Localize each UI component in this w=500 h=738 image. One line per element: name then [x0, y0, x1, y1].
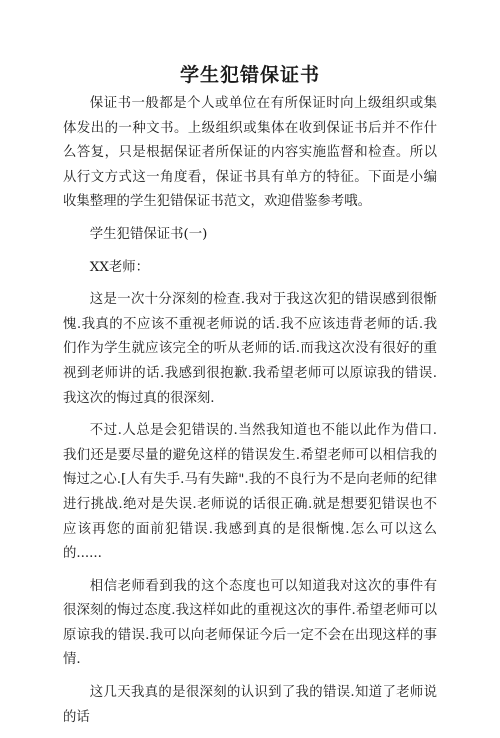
section-heading: 学生犯错保证书(一)	[89, 226, 208, 242]
body-paragraph: 这是一次十分深刻的检查.我对于我这次犯的错误感到很惭愧.我真的不应该不重视老师说的话.我不应该违背老师的话.我们作为学生就应该完全的听从老师的话.而我这次没有很好的重视到老师讲的话.我感到很抱歉.我希望老师可以原谅我的错误.我这次的悔过真的很深刻.	[63, 292, 437, 406]
document-title: 学生犯错保证书	[179, 64, 320, 86]
body-paragraph: 不过.人总是会犯错误的.当然我知道也不能以此作为借口.我们还是要尽量的避免这样的错误发生.希望老师可以相信我的悔过之心.[人有失手.马有失蹄".我的不良行为不是向老师的纪律进行挑战.绝对是失误.老师说的话很正确.就是想要犯错误也不应该再您的面前犯错误.我感到真的是很惭愧.怎么可以这么的......	[63, 423, 437, 562]
document-body	[63, 92, 437, 738]
body-paragraph: 这几天我真的是很深刻的认识到了我的错误.知道了老师说的话	[63, 685, 437, 725]
salutation: XX老师：	[89, 259, 150, 275]
intro-paragraph: 保证书一般都是个人或单位在有所保证时向上级组织或集体发出的一种文书。上级组织或集体在收到保证书后并不作什么答复，只是根据保证者所保证的内容实施监督和检查。所以从行文方式这一角度看，保证书具有单方的特征。下面是小编收集整理的学生犯错保证书范文，欢迎借鉴参考哦。	[63, 96, 437, 210]
body-paragraph: 相信老师看到我的这个态度也可以知道我对这次的事件有很深刻的悔过态度.我这样如此的重视这次的事件.希望老师可以原谅我的错误.我可以向老师保证今后一定不会在出现这样的事情.	[63, 578, 437, 668]
